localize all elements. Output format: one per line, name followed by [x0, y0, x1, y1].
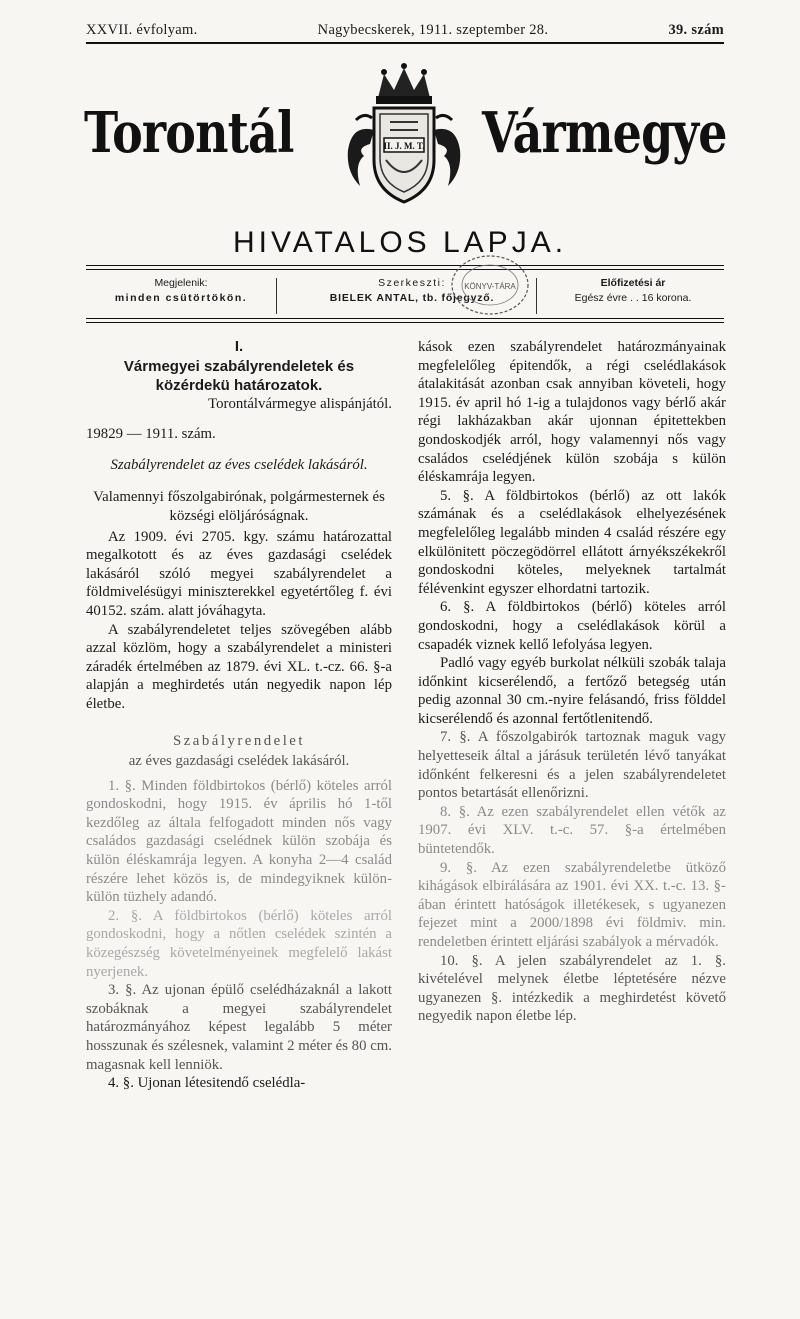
right-column — [418, 338, 726, 1026]
section-8: 8. §. Az ezen szabályrendelet ellen vétők az 1907. évi XLV. t.-c. 57. §-a értelmében büntetendők. — [418, 803, 726, 858]
section-number: I. — [234, 338, 244, 355]
section-9: 9. §. Az ezen szabályrendeletbe ütköző kihágások elbirálására az 1901. évi XX. t.-c. 13. §-ában érintett hatóságok illetékesek, s ugyanezen fejezet mint a 2000/1898 évi földmiv. min. rendeletben érintett eljárási szabályok a mérvadók. — [418, 859, 726, 950]
place-date: Nagybecskerek, 1911. szeptember 28. — [317, 22, 549, 38]
regulation-heading: Szabályrendelet — [173, 732, 305, 749]
coat-of-arms-icon — [334, 60, 474, 210]
price-value: Egész évre . . 16 korona. — [574, 292, 692, 304]
left-column — [86, 338, 392, 1093]
section-6: 6. §. A földbirtokos (bérlő) köteles arról gondoskodni, hogy a cselédlakások körül a csapadék viznek kellő lefolyása legyen. — [418, 599, 726, 653]
volume: XXVII. évfolyam. — [86, 22, 198, 38]
rule-bottom — [86, 318, 724, 319]
library-stamp-icon — [448, 252, 532, 318]
info-box — [86, 276, 724, 316]
published-value: minden csütörtökön. — [114, 292, 248, 304]
section-1: 1. §. Minden földbirtokos (bérlő) köteles arról gondoskodni, hogy 1915. év április hó 1-től kezdőleg az általa felfogadott minden nős vagy családos gazdasági cselédnek külön szobája és külön éléskamrája legyen. A konyha 2—4 család részére lehet közös is, de mindegyiknek külön-külön tüzhely adandó. — [86, 777, 392, 906]
masthead-right-word: Vármegye — [482, 100, 727, 166]
price-cell — [542, 276, 724, 306]
rule-top — [86, 265, 724, 266]
section-7: 7. §. A főszolgabirók tartoznak maguk vagy helyetteseik által a járásuk területén lévő tanyákat időnként felkeresni és a jelen szabályrendeletet pontos betartását ellenőrizni. — [418, 729, 726, 802]
regulation-subheading: az éves gazdasági cselédek lakásáról. — [128, 753, 350, 770]
paragraph-continuation: kások ezen szabályrendelet határozmányainak megfelelőleg épitendők, a régi cselédlakások átalakitását azonban csak annyiban követeli, hogy 1915. év april hó 1-ig a tulajdonos vagy bérlő akár régi lakházakban akár ujonnan épitettekben gondoskodjék arról, hogy valamennyi nős vagy családos cselédjének külön szobája s külön éléskamrája legyen. — [418, 339, 726, 486]
published-cell — [86, 276, 276, 306]
regulation-italic-title: Szabályrendelet az éves cselédek lakásáról. — [110, 456, 368, 473]
section-title: Vármegyei szabályrendeletek és közérdekü határozatok. — [123, 357, 355, 394]
info-divider-2 — [536, 278, 537, 314]
issue-number: 39. szám — [668, 22, 724, 38]
paragraph-approval: Az 1909. évi 2705. kgy. számu határozattal megalkotott és az éves gazdasági cselédek lakásáról szóló megyei szabályrendelet a földmivelésügyi miniszterekkel egyetértőleg f. évi 40152. szám. alatt jóváhagyta. — [86, 528, 392, 619]
masthead-subtitle: HIVATALOS LAPJA. — [232, 226, 568, 259]
header-rule — [86, 42, 724, 44]
paragraph-floor: Padló vagy egyéb burkolat nélküli szobák talaja időnkint kicserélendő, a fertőző betegség után pedig azonnal 30 cm.-nyire felásandó, friss földdel kicserélendő és azonnal fertőtlenitendő. — [418, 655, 726, 727]
rule-top-thin — [86, 269, 724, 270]
issue-header — [86, 22, 724, 44]
editor-label: Szerkeszti: — [378, 277, 446, 289]
published-label: Megjelenik: — [154, 277, 208, 289]
addressees: Valamennyi főszolgabirónak, polgármesternek és községi elöljáróságnak. — [93, 489, 385, 524]
paragraph-publication: A szabályrendeletet teljes szövegében alább azzal közlöm, hogy a szabályrendelet a ministeri záradék értelmében az 1879. évi XL. t.-cz. 66. §-a alapján a meghirdetés után negyedik napon lép életbe. — [86, 621, 392, 712]
issuer: Torontálvármegye alispánjától. — [208, 395, 392, 412]
section-4: 4. §. Ujonan létesitendő cselédla- — [108, 1075, 306, 1092]
section-10: 10. §. A jelen szabályrendelet az 1. §. kivételével melynek életbe léptetésére nézve ugyanezen §. intézkedik a meghirdetést követő negyedik napon életbe lép. — [418, 952, 726, 1025]
section-3: 3. §. Az ujonan épülő cselédházaknál a lakott szobáknak a megyei szabályrendelet határozmányához képest legalább 5 méter hosszunak és szélesnek, valamint 2 méter és 80 cm. magasnak kell lenniök. — [86, 982, 392, 1073]
masthead-left-word: Torontál — [84, 100, 294, 166]
document-number: 19829 — 1911. szám. — [86, 426, 216, 443]
crest-text: II. J. M. T. — [383, 141, 425, 151]
rule-bottom-thin — [86, 322, 724, 323]
section-5: 5. §. A földbirtokos (bérlő) az ott lakók számának és a cselédlakások elhelyezésének megfelelőleg legalább minden 4 család részére egy elkülönitett pöczegödörrel ellátott árnyékszékekről gondoskodni köteles, melyeknek tartalmát félévenkint egyszer elhordatni tartozik. — [418, 487, 726, 597]
section-2: 2. §. A földbirtokos (bérlő) köteles arról gondoskodni, hogy a nőtlen cselédek szintén a közegészség követelményeinek megfelelő lakást nyerjenek. — [86, 907, 392, 980]
editor-value: BIELEK ANTAL, tb. főjegyző. — [329, 292, 495, 304]
stamp-text: KÖNYV-TÁRA — [464, 282, 516, 291]
masthead — [84, 60, 727, 210]
info-divider-1 — [276, 278, 277, 314]
price-label: Előfizetési ár — [600, 277, 666, 289]
